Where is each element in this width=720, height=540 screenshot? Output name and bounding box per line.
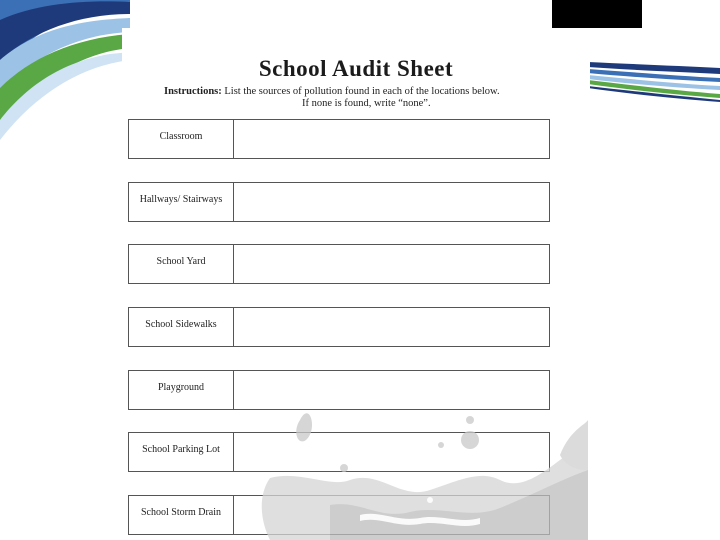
location-label: Hallways/ Stairways (129, 183, 234, 221)
location-label: School Parking Lot (129, 433, 234, 471)
location-entry-field[interactable] (235, 371, 549, 409)
location-entry-field[interactable] (235, 308, 549, 346)
location-entry-field[interactable] (235, 496, 549, 534)
location-label: Playground (129, 371, 234, 409)
instructions-label: Instructions: (164, 86, 222, 97)
sheet-title: School Audit Sheet (258, 56, 454, 81)
location-row (128, 119, 550, 159)
location-row (128, 244, 550, 284)
black-overlay-box (552, 0, 642, 28)
location-label: School Sidewalks (129, 308, 234, 346)
location-row (128, 307, 550, 347)
location-entry-field[interactable] (235, 183, 549, 221)
location-label: School Yard (129, 245, 234, 283)
location-entry-field[interactable] (235, 433, 549, 471)
location-entry-field[interactable] (235, 245, 549, 283)
location-row (128, 432, 550, 472)
location-label: School Storm Drain (129, 496, 234, 534)
location-entry-field[interactable] (235, 120, 549, 158)
instructions-line-1: List the sources of pollution found in each of the locations below. (224, 86, 500, 97)
instructions-line-2: If none is found, write “none”. (302, 98, 431, 109)
location-label: Classroom (129, 120, 234, 158)
location-row (128, 370, 550, 410)
instructions (164, 86, 564, 110)
audit-sheet (122, 28, 590, 540)
location-row (128, 495, 550, 535)
location-row (128, 182, 550, 222)
